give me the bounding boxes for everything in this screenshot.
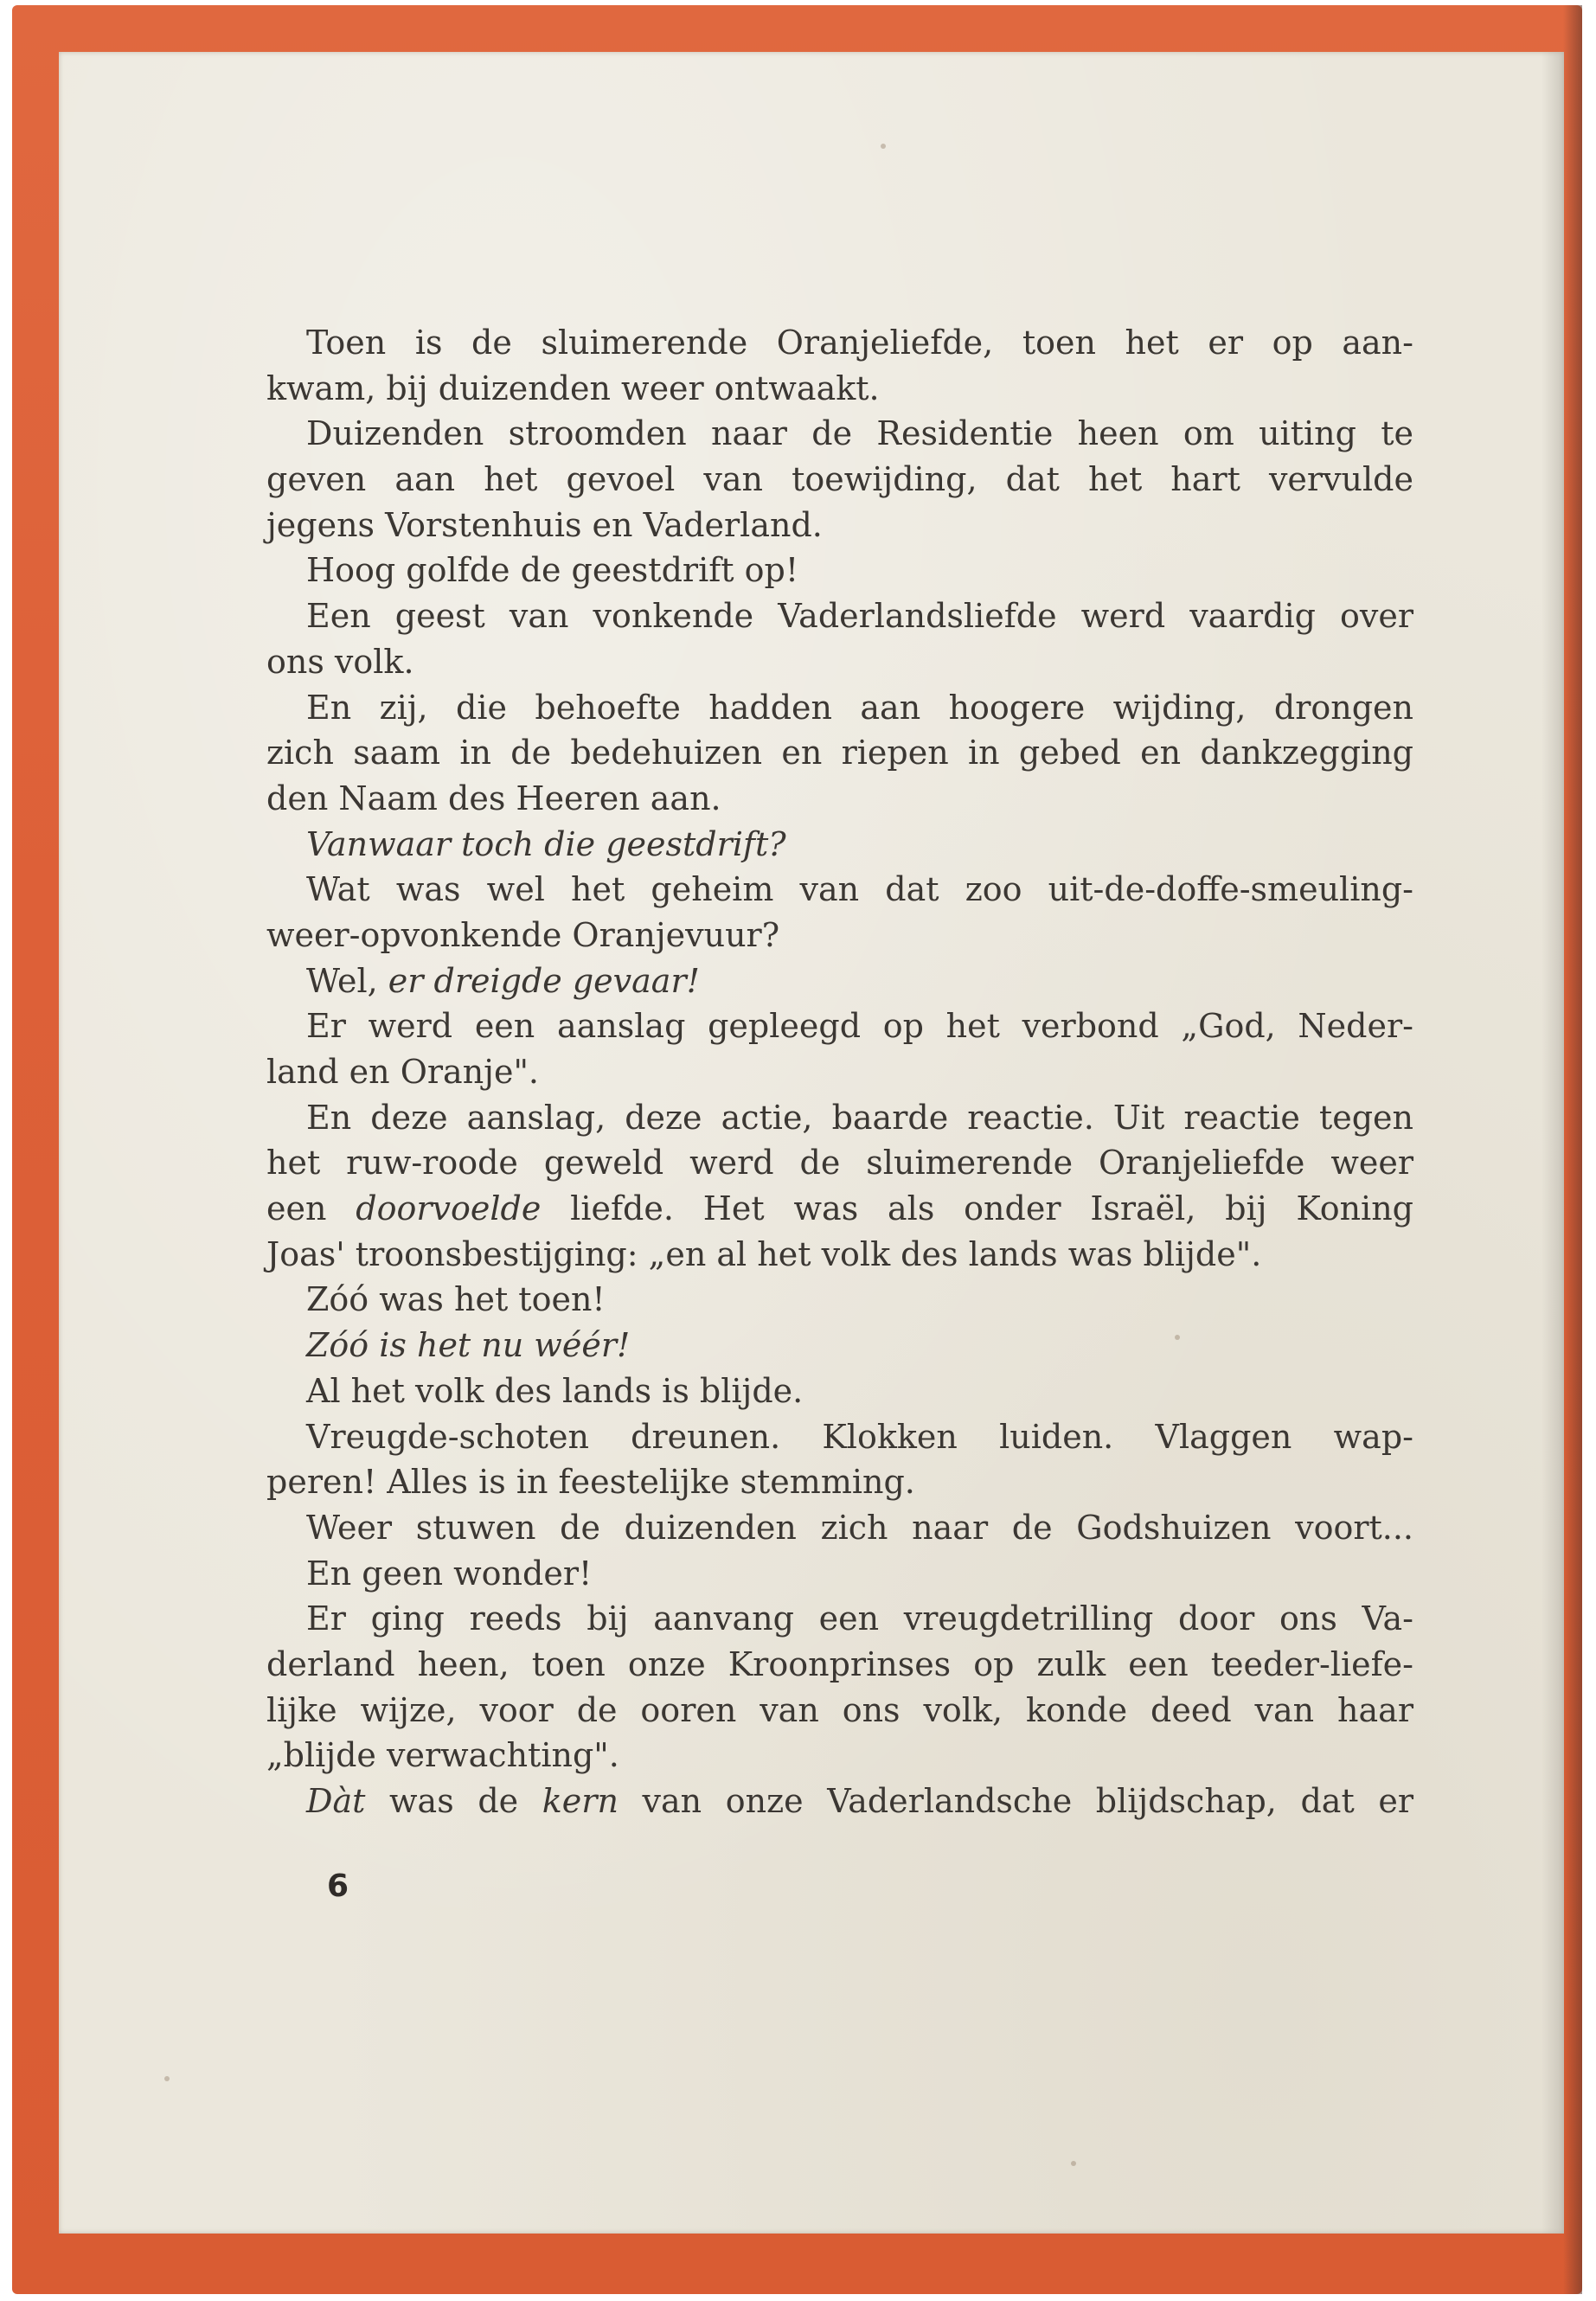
text-run: Weer stuwen de duizenden zich naar de Godshuizen voort... — [306, 1508, 1413, 1547]
italic-text: Zóó is het nu wéér! — [306, 1326, 631, 1365]
text-run: het ruw-roode geweld werd de sluimerende Oranjeliefde weer — [266, 1144, 1413, 1183]
text-line — [266, 822, 1413, 868]
text-line — [266, 1596, 1413, 1642]
text-run: En deze aanslag, deze actie, baarde reactie. Uit reactie tegen — [306, 1098, 1413, 1137]
text-run: weer-opvonkende Oranjevuur? — [266, 915, 780, 954]
text-line — [266, 1277, 1413, 1323]
text-run: derland heen, toen onze Kroonprinses op zulk een teeder-liefe- — [266, 1644, 1413, 1683]
text-run: land en Oranje". — [266, 1053, 540, 1091]
text-run: een — [266, 1189, 356, 1228]
page-edge-shadow — [1542, 52, 1564, 2234]
text-line — [266, 685, 1413, 731]
text-line — [266, 411, 1413, 457]
italic-text: Vanwaar toch die geestdrift? — [306, 824, 786, 863]
text-line — [266, 457, 1413, 503]
text-run: geven aan het gevoel van toewijding, dat het hart vervulde — [266, 460, 1413, 499]
text-run: Wel, — [306, 961, 388, 1000]
text-line — [266, 1323, 1413, 1368]
paper-speck — [1175, 1335, 1180, 1340]
text-run: kwam, bij duizenden weer ontwaakt. — [266, 369, 880, 407]
italic-text: doorvoelde — [356, 1189, 542, 1228]
text-line — [266, 320, 1413, 366]
text-line — [266, 1459, 1413, 1505]
text-run: Een geest van vonkende Vaderlandsliefde werd vaardig over — [306, 597, 1413, 636]
text-run: was de — [365, 1782, 542, 1820]
text-run: Toen is de sluimerende Oranjeliefde, toen het er op aan- — [306, 324, 1413, 362]
paper-speck — [164, 2076, 170, 2081]
text-line — [266, 1186, 1413, 1232]
italic-text: er dreigde gevaar! — [388, 961, 700, 1000]
text-run: zich saam in de bedehuizen en riepen in gebed en dankzegging — [266, 734, 1413, 772]
text-line — [266, 776, 1413, 822]
text-line — [266, 1505, 1413, 1551]
text-run: Hoog golfde de geestdrift op! — [306, 551, 799, 590]
text-run: liefde. Het was als onder Israël, bij Koning — [541, 1189, 1414, 1228]
text-line — [266, 503, 1413, 548]
text-line — [266, 1733, 1413, 1779]
text-run: van onze Vaderlandsche blijdschap, dat er — [618, 1782, 1413, 1820]
text-line — [266, 867, 1413, 913]
text-run: En geen wonder! — [306, 1554, 593, 1593]
text-run: lijke wijze, voor de ooren van ons volk, konde deed van haar — [266, 1690, 1413, 1729]
italic-text: kern — [542, 1782, 619, 1820]
text-run: Wat was wel het geheim van dat zoo uit-de-doffe-smeuling- — [306, 870, 1413, 909]
text-line — [266, 730, 1413, 776]
text-line — [266, 1642, 1413, 1688]
text-run: Al het volk des lands is blijde. — [306, 1371, 804, 1410]
text-line — [266, 639, 1413, 685]
text-run: En zij, die behoefte hadden aan hoogere wijding, drongen — [306, 688, 1413, 727]
page-number: 6 — [327, 1868, 349, 1904]
text-run: Zóó was het toen! — [306, 1280, 606, 1319]
text-line — [266, 1551, 1413, 1597]
text-line — [266, 548, 1413, 593]
italic-text: Dàt — [306, 1782, 366, 1820]
text-line — [266, 1414, 1413, 1460]
text-line — [266, 593, 1413, 639]
text-run: Er werd een aanslag gepleegd op het verbond „God, Neder- — [306, 1007, 1413, 1046]
text-run: Duizenden stroomden naar de Residentie heen om uiting te — [306, 414, 1413, 453]
text-run: jegens Vorstenhuis en Vaderland. — [266, 505, 823, 544]
text-line — [266, 1688, 1413, 1734]
text-line — [266, 958, 1413, 1004]
text-run: Er ging reeds bij aanvang een vreugdetrilling door ons Va- — [306, 1599, 1413, 1638]
text-line — [266, 913, 1413, 958]
text-run: ons volk. — [266, 642, 414, 681]
paper-speck — [1071, 2161, 1076, 2166]
text-run: Joas' troonsbestijging: „en al het volk des lands was blijde". — [266, 1234, 1262, 1273]
text-line — [266, 1232, 1413, 1278]
cover-spine-shadow — [1563, 5, 1582, 2294]
text-run: peren! Alles is in feestelijke stemming. — [266, 1463, 915, 1502]
body-text — [266, 320, 1413, 1824]
text-line — [266, 366, 1413, 412]
text-line — [266, 1003, 1413, 1049]
text-run: den Naam des Heeren aan. — [266, 779, 721, 817]
text-line — [266, 1095, 1413, 1141]
text-run: „blijde verwachting". — [266, 1736, 619, 1775]
text-line — [266, 1779, 1413, 1824]
text-line — [266, 1368, 1413, 1414]
text-run: Vreugde-schoten dreunen. Klokken luiden. Vlaggen wap- — [306, 1417, 1413, 1456]
text-line — [266, 1140, 1413, 1186]
paper-speck — [881, 144, 886, 149]
text-line — [266, 1049, 1413, 1095]
